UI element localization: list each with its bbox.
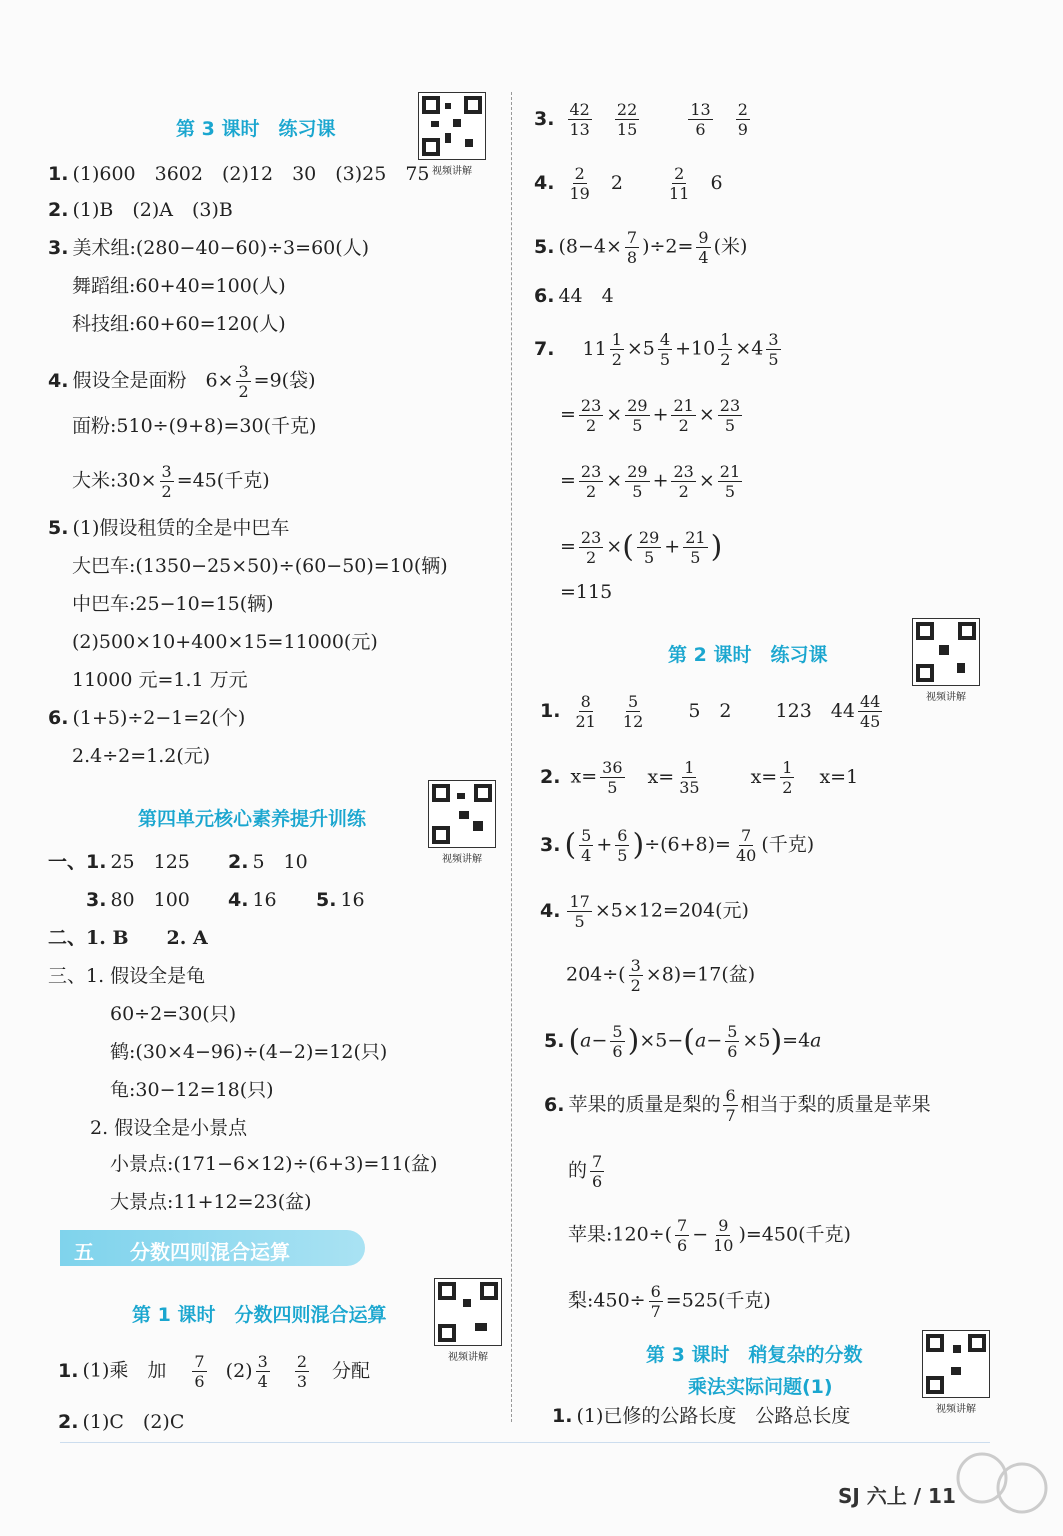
answer-line: 1. (1)已修的公路长度 公路总长度	[552, 1405, 851, 1427]
fraction: $\frac{1}{2}$	[720, 330, 731, 369]
answer-line: 6. 苹果的质量是梨的 $\frac{6}{7}$ 相当于梨的质量是苹果	[544, 1086, 931, 1125]
fraction: $\frac{2}{19}$	[569, 164, 590, 203]
answer-line: 舞蹈组:60+40=100(人)	[72, 275, 286, 297]
answer-line: 大巴车:(1350−25×50)÷(60−50)=10(辆)	[72, 555, 448, 577]
answer-line: 苹果:120÷( $\frac{7}{6}$ − $\frac{9}{10}$ )=450(千克)	[568, 1216, 851, 1255]
qr-icon	[435, 1279, 501, 1345]
section-title: 第 1 课时 分数四则混合运算	[132, 1304, 387, 1326]
qr-caption: 视频讲解	[442, 854, 482, 865]
fraction: $\frac{29}{5}$	[627, 462, 648, 501]
page-footer: SJ 六上 / 11	[838, 1484, 956, 1508]
fraction: $\frac{3}{5}$	[768, 330, 779, 369]
answer-line: 3. 美术组:(280−40−60)÷3=60(人)	[48, 237, 370, 259]
answer-line: 二、1. B 2. A	[48, 927, 208, 949]
fraction: $\frac{21}{2}$	[673, 396, 694, 435]
fraction: $\frac{6}{5}$	[617, 826, 628, 865]
fraction: $\frac{23}{2}$	[580, 396, 602, 435]
answer-line: =115	[560, 581, 613, 603]
section-title: 第 3 课时 稍复杂的分数	[646, 1344, 863, 1366]
answer-line: 7. 11 $\frac{1}{2}$ ×5 $\frac{4}{5}$ +10 $\frac{1}{2}$ ×4 $\frac{3}{5}$	[534, 330, 779, 369]
fraction: $\frac{3}{4}$	[257, 1352, 268, 1391]
answer-line: 大景点:11+12=23(盆)	[110, 1191, 312, 1213]
answer-line: 2. x= $\frac{36}{5}$ x= $\frac{1}{35}$ x= $\frac{1}{2}$ x=1	[540, 758, 859, 797]
fraction: $\frac{1}{2}$	[782, 758, 793, 797]
fraction: $\frac{44}{45}$	[860, 692, 881, 731]
section-title: 第 2 课时 练习课	[668, 644, 828, 666]
answer-line: 6. 44 4	[534, 285, 614, 307]
qr-code-3	[434, 1278, 502, 1366]
fraction: $\frac{17}{5}$	[569, 892, 590, 931]
answer-line: 2. (1)C (2)C	[58, 1411, 185, 1433]
answer-line: 鹤:(30×4−96)÷(4−2)=12(只)	[110, 1041, 388, 1063]
fraction: $\frac{5}{12}$	[622, 692, 644, 731]
answer-line: 小景点:(171−6×12)÷(6+3)=11(盆)	[110, 1153, 438, 1175]
fraction: $\frac{3}{2}$	[630, 956, 641, 995]
answer-line: 5. (8−4× $\frac{7}{8}$ )÷2= $\frac{9}{4}$ (米)	[534, 228, 748, 267]
answer-line: 11000 元=1.1 万元	[72, 669, 248, 691]
banner-text: 分数四则混合运算	[130, 1240, 290, 1264]
answer-line: 4. $\frac{2}{19}$ 2 $\frac{2}{11}$ 6	[534, 164, 723, 203]
answer-line: 三、1. 假设全是龟	[48, 965, 206, 987]
answer-line: 面粉:510÷(9+8)=30(千克)	[72, 415, 317, 437]
answer-line: 1. (1)乘 加 $\frac{7}{6}$ (2) $\frac{3}{4}$ $\frac{2}{3}$ 分配	[58, 1352, 371, 1391]
fraction: $\frac{23}{5}$	[719, 396, 741, 435]
answer-line: 204÷( $\frac{3}{2}$ ×8)=17(盆)	[566, 956, 756, 995]
answer-line: 梨:450÷ $\frac{6}{7}$ =525(千克)	[568, 1282, 771, 1321]
answer-line: 3. ( $\frac{5}{4}$ + $\frac{6}{5}$ )÷(6+8)= $\frac{7}{40}$ (千克)	[540, 826, 815, 865]
answer-line: (2)500×10+400×15=11000(元)	[72, 631, 378, 653]
answer-line: 科技组:60+60=120(人)	[72, 313, 286, 335]
answer-line: 60÷2=30(只)	[110, 1003, 237, 1025]
answer-line: 4. 16	[228, 889, 277, 911]
banner-number: 五	[74, 1240, 94, 1264]
fraction: $\frac{29}{5}$	[627, 396, 648, 435]
answer-line: 1. (1)600 3602 (2)12 30 (3)25 75	[48, 163, 430, 185]
fraction: $\frac{7}{8}$	[626, 228, 638, 267]
answer-line: 中巴车:25−10=15(辆)	[72, 593, 274, 615]
answer-line: = $\frac{23}{2}$ ×( $\frac{29}{5}$ + $\frac{21}{5}$ )	[560, 528, 723, 567]
watermark-logo	[952, 1448, 1052, 1528]
fraction: $\frac{2}{11}$	[669, 164, 690, 203]
fraction: $\frac{21}{5}$	[719, 462, 741, 501]
fraction: $\frac{7}{6}$	[677, 1216, 688, 1255]
fraction: $\frac{5}{6}$	[612, 1022, 623, 1061]
fraction: $\frac{6}{7}$	[725, 1086, 736, 1125]
fraction: $\frac{5}{6}$	[727, 1022, 738, 1061]
fraction: $\frac{42}{13}$	[569, 100, 590, 139]
fraction: $\frac{23}{2}$	[580, 462, 602, 501]
answer-line: 6. (1+5)÷2−1=2(个)	[48, 707, 246, 729]
fraction: $\frac{3}{2}$	[161, 462, 172, 501]
qr-caption: 视频讲解	[448, 1352, 488, 1363]
answer-line: 2. (1)B (2)A (3)B	[48, 199, 233, 221]
fraction: $\frac{23}{2}$	[580, 528, 602, 567]
fraction: $\frac{21}{5}$	[685, 528, 706, 567]
qr-caption: 视频讲解	[936, 1404, 976, 1415]
section-title: 第 3 课时 练习课	[176, 118, 336, 140]
qr-code-4	[912, 618, 980, 706]
fraction: $\frac{29}{5}$	[638, 528, 660, 567]
fraction: $\frac{6}{7}$	[650, 1282, 661, 1321]
fraction: $\frac{8}{21}$	[575, 692, 596, 731]
answer-line: = $\frac{23}{2}$ × $\frac{29}{5}$ + $\frac{21}{2}$ × $\frac{23}{5}$	[560, 396, 741, 435]
answer-line: 龟:30−12=18(只)	[110, 1079, 274, 1101]
qr-icon	[913, 619, 979, 685]
answer-line: 1. $\frac{8}{21}$ $\frac{5}{12}$ 5 2 123 44 $\frac{44}{45}$	[540, 692, 881, 731]
answer-line: 5. 16	[316, 889, 365, 911]
watermark-icon	[952, 1448, 1052, 1528]
answer-line: 大米:30× $\frac{3}{2}$ =45(千克)	[72, 462, 270, 501]
footer-rule	[60, 1442, 990, 1443]
answer-line: 3. 80 100	[86, 889, 190, 911]
fraction: $\frac{22}{15}$	[616, 100, 638, 139]
fraction: $\frac{2}{3}$	[296, 1352, 307, 1391]
column-divider	[511, 92, 512, 1422]
fraction: $\frac{5}{4}$	[581, 826, 592, 865]
fraction: $\frac{36}{5}$	[602, 758, 623, 797]
qr-icon	[429, 781, 495, 847]
qr-icon	[419, 93, 485, 159]
qr-icon	[923, 1331, 989, 1397]
qr-caption: 视频讲解	[926, 692, 966, 703]
answer-line: = $\frac{23}{2}$ × $\frac{29}{5}$ + $\frac{23}{2}$ × $\frac{21}{5}$	[560, 462, 741, 501]
fraction: $\frac{3}{2}$	[238, 362, 249, 401]
fraction: $\frac{2}{9}$	[737, 100, 748, 139]
answer-line: 5. (a− $\frac{5}{6}$ )×5−(a− $\frac{5}{6}$ ×5)=4a	[544, 1022, 822, 1061]
section-subtitle: 乘法实际问题(1)	[688, 1376, 833, 1398]
fraction: $\frac{1}{35}$	[679, 758, 700, 797]
fraction: $\frac{9}{10}$	[713, 1216, 734, 1255]
qr-code-2	[428, 780, 496, 868]
answer-line: 5. (1)假设租赁的全是中巴车	[48, 517, 290, 539]
answer-line: 4. $\frac{17}{5}$ ×5×12=204(元)	[540, 892, 749, 931]
fraction: $\frac{7}{6}$	[592, 1152, 603, 1191]
answer-line: 4. 假设全是面粉 6× $\frac{3}{2}$ =9(袋)	[48, 362, 316, 401]
answer-line: 2. 5 10	[228, 851, 308, 873]
answer-line: 2.4÷2=1.2(元)	[72, 745, 211, 767]
answer-line: 的 $\frac{7}{6}$	[568, 1152, 603, 1191]
unit-banner	[60, 1230, 365, 1266]
fraction: $\frac{7}{6}$	[194, 1352, 205, 1391]
fraction: $\frac{4}{5}$	[659, 330, 671, 369]
answer-line: 3. $\frac{42}{13}$ $\frac{22}{15}$ $\frac{13}{6}$ $\frac{2}{9}$	[534, 100, 748, 139]
fraction: $\frac{23}{2}$	[673, 462, 694, 501]
fraction: $\frac{9}{4}$	[698, 228, 709, 267]
qr-caption: 视频讲解	[432, 166, 472, 177]
fraction: $\frac{1}{2}$	[611, 330, 622, 369]
section-title: 第四单元核心素养提升训练	[138, 808, 367, 830]
answer-line: 2. 假设全是小景点	[90, 1117, 248, 1139]
fraction: $\frac{13}{6}$	[690, 100, 711, 139]
qr-code-5	[922, 1330, 990, 1418]
answer-line: 一、1. 25 125	[48, 851, 190, 873]
fraction: $\frac{7}{40}$	[735, 826, 757, 865]
